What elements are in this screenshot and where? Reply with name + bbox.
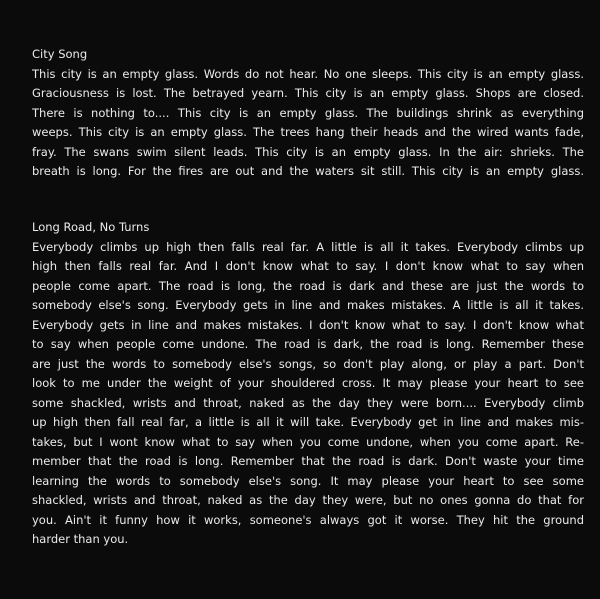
lyric-line: fray. The swans swim silent leads. This city is an empty glass. In the air: shrieks. The (32, 144, 584, 159)
lyric-line: up high then fall real far, a little is all it will take. Everybody get in line and makes mis- (32, 415, 584, 429)
lyric-line: takes, but I wont know what to say when you come undone, when you come apart. Re- (32, 434, 584, 449)
lyric-line: are just the words to somebody else's songs, so don't play along, or play a part. Don't (32, 356, 584, 371)
song-title: Long Road, No Turns (32, 220, 150, 234)
song-title: City Song (32, 47, 88, 61)
lyric-line: weeps. This city is an empty glass. The trees hang their heads and the wired wants fade, (32, 125, 584, 139)
lyric-line: to say when people come undone. The road is dark, the road is long. Remember these (32, 337, 584, 351)
lyric-line: Graciousness is lost. The betrayed yearn. This city is an empty glass. Shops are closed. (32, 86, 584, 100)
lyric-line: somebody else's song. Everybody gets in line and makes mistakes. A little is all it takes. (32, 298, 584, 312)
lyric-line: high then falls real far. And I don't know what to say. I don't know what to say when (32, 259, 584, 273)
lyric-line: learning the words to somebody else's song. It may please your heart to see some (32, 473, 584, 488)
song-city-song (32, 45, 584, 182)
lyric-line: There is nothing to.... This city is an empty glass. The buildings shrink as everything (32, 105, 584, 120)
song-lyrics (32, 65, 584, 182)
lyric-line: member that the road is long. Remember that the road is dark. Don't waste your time (32, 454, 584, 468)
lyric-line: harder than you. (32, 532, 129, 546)
lyric-line: look to me under the weight of your shouldered cross. It may please your heart to see (32, 376, 584, 390)
lyric-line: shackled, wrists and throat, naked as the day they were, but no ones gonna do that for (32, 493, 584, 507)
lyric-line: people come apart. The road is long, the road is dark and these are just the words to (32, 278, 584, 293)
lyric-line: you. Ain't it funny how it works, someone's always got it worse. They hit the ground (32, 512, 584, 527)
lyric-line: some shackled, wrists and throat, naked as the day they were born.... Everybody climb (32, 395, 584, 410)
lyric-line: Everybody climbs up high then falls real far. A little is all it takes. Everybody climbs up (32, 239, 584, 254)
lyric-line: breath is long. For the fires are out and the waters sit still. This city is an empty glass. (32, 164, 584, 178)
lyric-line: Everybody gets in line and makes mistakes. I don't know what to say. I don't know what (32, 317, 584, 332)
song-lyrics (32, 238, 584, 550)
lyric-line: This city is an empty glass. Words do not hear. No one sleeps. This city is an empty glass. (32, 66, 584, 81)
song-long-road-no-turns (32, 218, 584, 550)
